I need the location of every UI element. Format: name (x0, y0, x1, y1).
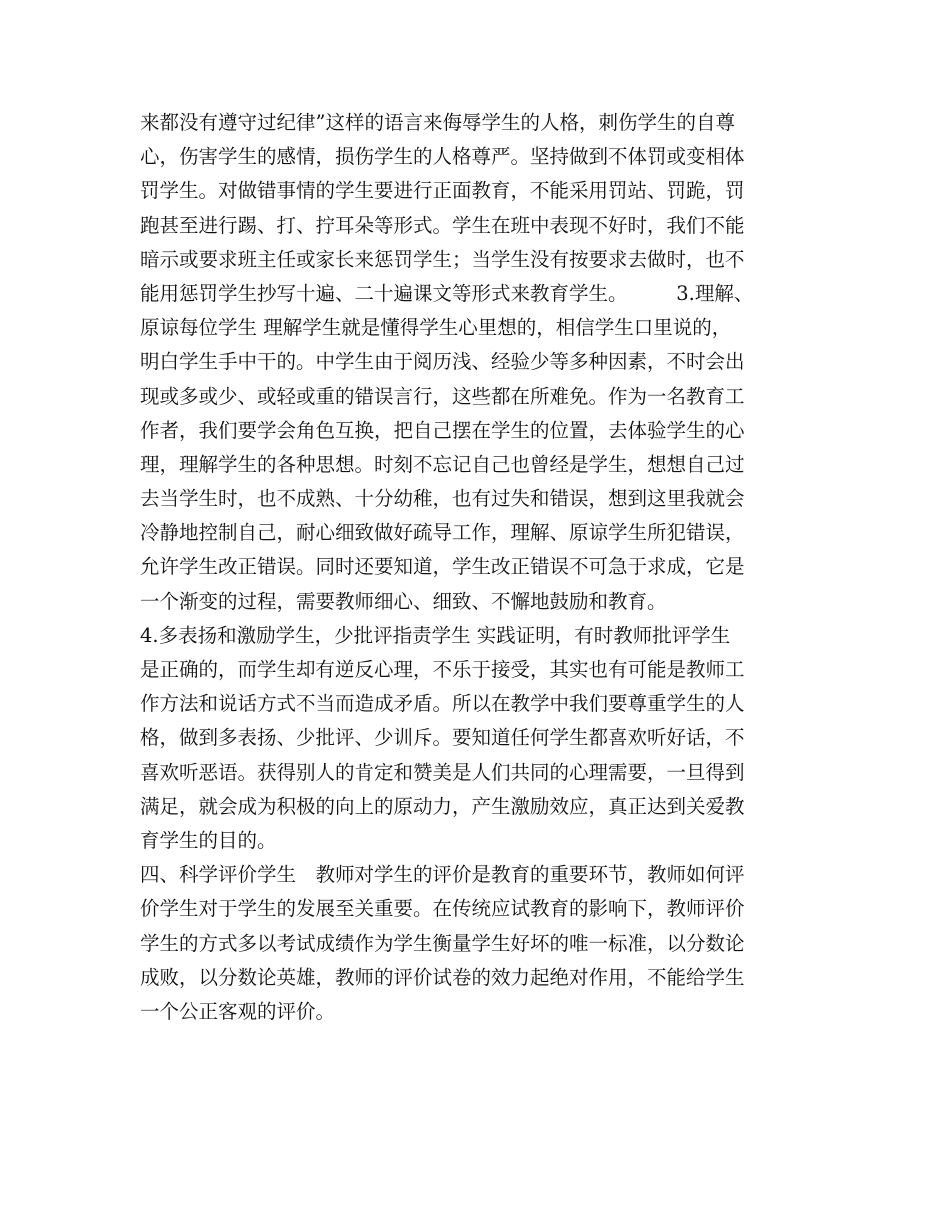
text-line: 喜欢听恶语。获得别人的肯定和赞美是人们共同的心理需要，一旦得到 (140, 760, 745, 784)
text-line: 跑甚至进行踢、打、拧耳朵等形式。学生在班中表现不好时，我们不能 (140, 213, 745, 237)
body-text (140, 106, 840, 1029)
text-line: 罚学生。对做错事情的学生要进行正面教育，不能采用罚站、罚跪，罚 (140, 179, 745, 203)
text-line: 满足，就会成为积极的向上的原动力，产生激励效应，真正达到关爱教 (140, 794, 745, 818)
text-line: 原谅每位学生 理解学生就是懂得学生心里想的，相信学生口里说的， (140, 316, 732, 340)
text-line: 一个公正客观的评价。 (140, 999, 336, 1023)
text-line: 是正确的，而学生却有逆反心理，不乐于接受，其实也有可能是教师工 (140, 658, 745, 681)
text-line: 允许学生改正错误。同时还要知道，学生改正错误不可急于求成，它是 (140, 555, 745, 579)
text-line: 冷静地控制自己，耐心细致做好疏导工作，理解、原谅学生所犯错误， (140, 521, 745, 545)
text-line: 理，理解学生的各种思想。时刻不忘记自己也曾经是学生，想想自己过 (140, 452, 745, 476)
text-line: 格，做到多表扬、少批评、少训斥。要知道任何学生都喜欢听好话，不 (140, 726, 745, 750)
text-line: 4.多表扬和激励学生，少批评指责学生 实践证明，有时教师批评学生 (140, 623, 731, 647)
text-line: 学生的方式多以考试成绩作为学生衡量学生好坏的唯一标准，以分数论 (140, 931, 745, 955)
text-line: 去当学生时，也不成熟、十分幼稚，也有过失和错误，想到这里我就会 (140, 487, 745, 511)
text-line: 四、科学评价学生 教师对学生的评价是教育的重要环节，教师如何评 (140, 863, 745, 887)
text-line: 作方法和说话方式不当而造成矛盾。所以在教学中我们要尊重学生的人 (140, 692, 745, 716)
text-line: 成败，以分数论英雄，教师的评价试卷的效力起绝对作用，不能给学生 (140, 965, 745, 989)
text-line: 现或多或少、或轻或重的错误言行，这些都在所难免。作为一名教育工 (140, 384, 745, 408)
text-line: 价学生对于学生的发展至关重要。在传统应试教育的影响下，教师评价 (140, 897, 745, 921)
text-line: 暗示或要求班主任或家长来惩罚学生；当学生没有按要求去做时，也不 (140, 247, 745, 271)
text-line: 一个渐变的过程，需要教师细心、细致、不懈地鼓励和教育。 (140, 589, 667, 613)
text-line: 来都没有遵守过纪律”这样的语言来侮辱学生的人格，刺伤学生的自尊 (140, 111, 735, 134)
text-line: 作者，我们要学会角色互换，把自己摆在学生的位置，去体验学生的心 (140, 418, 745, 442)
text-line: 心，伤害学生的感情，损伤学生的人格尊严。坚持做到不体罚或变相体 (140, 145, 745, 169)
text-line: 能用惩罚学生抄写十遍、二十遍课文等形式来教育学生。 3.理解、 (140, 281, 754, 305)
text-line: 明白学生手中干的。中学生由于阅历浅、经验少等多种因素，不时会出 (140, 350, 745, 374)
text-line: 育学生的目的。 (140, 828, 277, 852)
